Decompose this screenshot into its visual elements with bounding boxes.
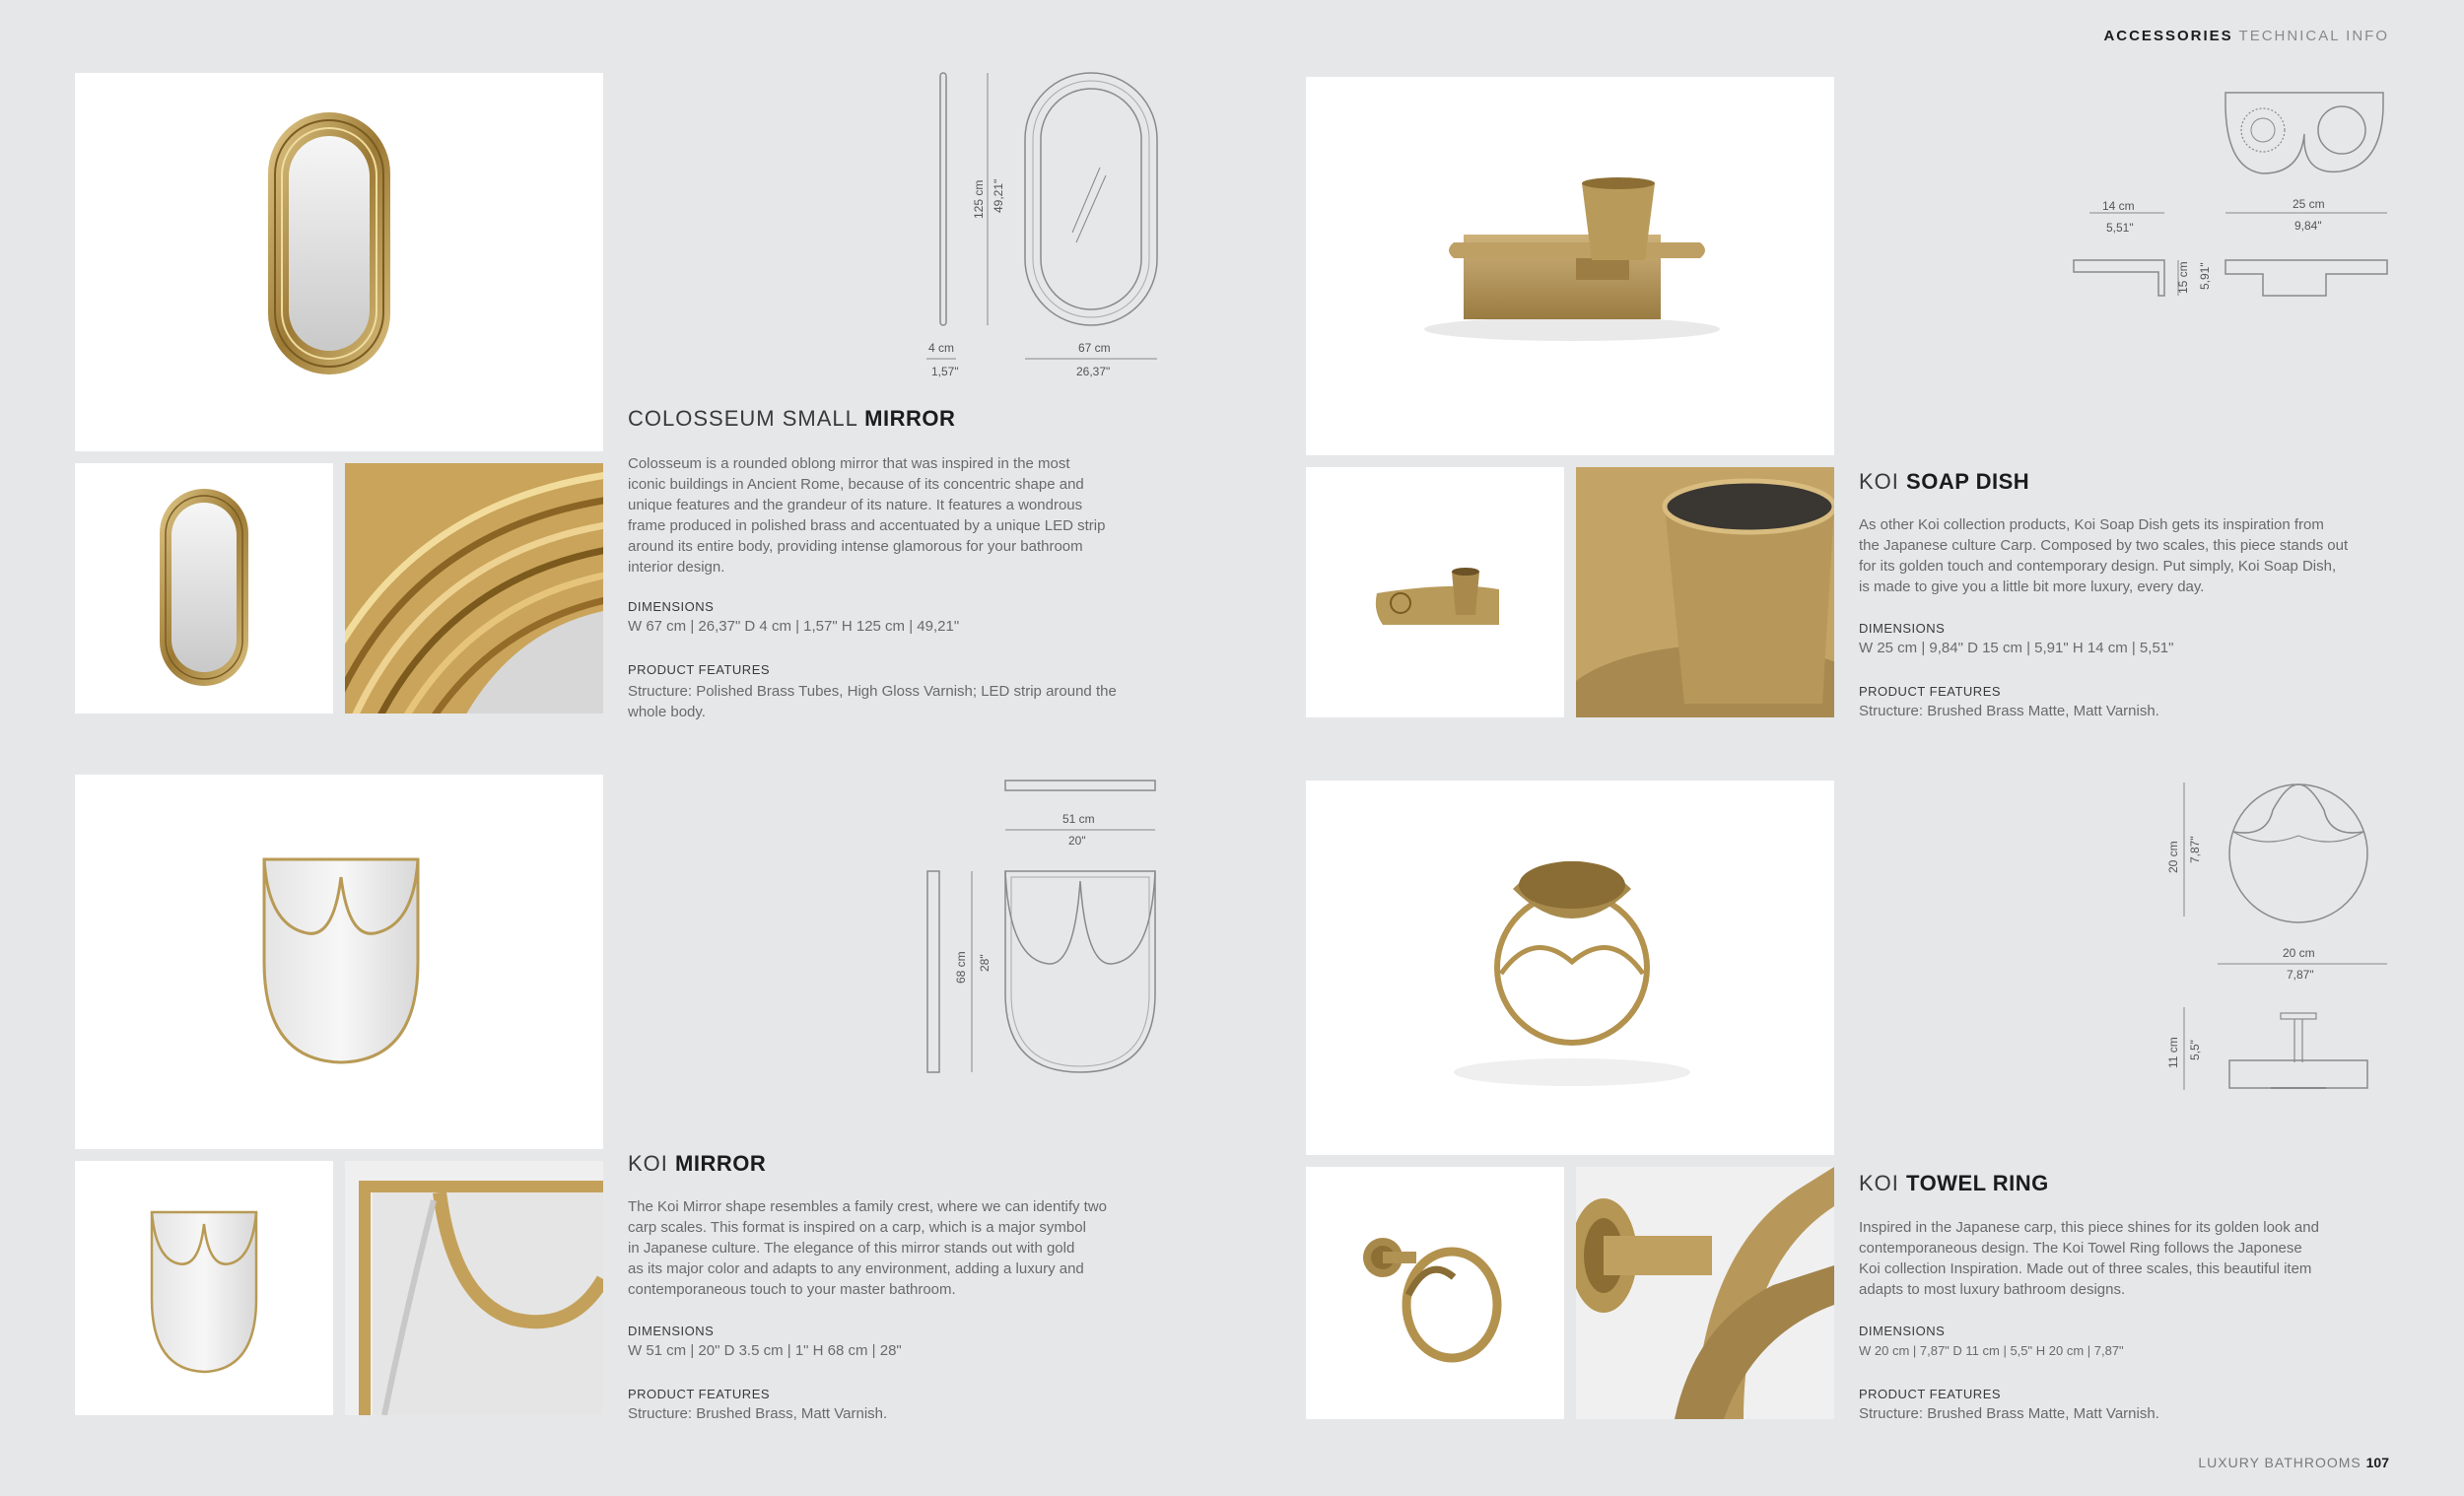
colosseum-height-cm: 125 cm [972,179,986,219]
soap-dish-detail-photo [1576,467,1834,717]
koi-mirror-thumb-photo [75,1161,333,1415]
koi-mirror-width-cm: 51 cm [1062,812,1095,826]
towel-ring-technical-drawing [2168,779,2395,1104]
section-title: ACCESSORIES [2103,28,2233,44]
towel-ring-height-cm: 20 cm [2166,841,2180,873]
towel-ring-thumb-photo [1306,1167,1564,1419]
soap-dish-main-photo [1306,77,1834,455]
koi-mirror-main-photo [75,775,603,1149]
towel-ring-features-label: PRODUCT FEATURES [1859,1387,2002,1401]
soap-dish-height-in: 5,51" [2106,221,2134,235]
koi-mirror-width-in: 20" [1068,834,1086,848]
koi-mirror-features-label: PRODUCT FEATURES [628,1387,771,1401]
page-number: 107 [2365,1455,2389,1470]
soap-dish-technical-drawing [2070,85,2395,311]
colosseum-detail-photo [345,463,603,714]
towel-ring-title: KOI TOWEL RING [1859,1171,2049,1195]
koi-mirror-features: Structure: Brushed Brass, Matt Varnish. [628,1405,888,1422]
colosseum-main-photo [75,73,603,451]
colosseum-depth-in: 1,57" [931,365,959,378]
koi-mirror-height-cm: 68 cm [954,951,968,984]
towel-ring-width-in: 7,87" [2287,968,2314,982]
towel-ring-depth-cm: 11 cm [2166,1037,2180,1068]
soap-dish-description: As other Koi collection products, Koi Soap Dish gets its inspiration from the Japanese culture Carp. Composed by two scales, this piece stands out for its golden touch and contemporary design. Put simply, Koi Soap Dish, is made to give you a little bit more luxury, every day. [1859,516,2349,595]
soap-dish-height-cm: 14 cm [2102,199,2135,213]
towel-ring-dimensions-label: DIMENSIONS [1859,1324,1946,1338]
soap-dish-width-cm: 25 cm [2293,197,2325,211]
colosseum-dimensions: W 67 cm | 26,37" D 4 cm | 1,57" H 125 cm | 49,21" [628,618,960,635]
colosseum-features-label: PRODUCT FEATURES [628,662,771,677]
towel-ring-main-photo [1306,781,1834,1155]
koi-mirror-height-in: 28" [978,954,992,972]
page-footer [2198,1455,2389,1470]
towel-ring-dimensions: W 20 cm | 7,87" D 11 cm | 5,5" H 20 cm | 7,87" [1859,1343,2124,1358]
footer-section: LUXURY BATHROOMS [2198,1455,2361,1470]
page-header [2103,28,2389,44]
soap-dish-dimensions-label: DIMENSIONS [1859,621,1946,636]
colosseum-width-cm: 67 cm [1078,341,1111,355]
koi-mirror-technical-drawing [926,777,1163,1072]
soap-dish-features-label: PRODUCT FEATURES [1859,684,2002,699]
soap-dish-title: KOI SOAP DISH [1859,469,2030,494]
colosseum-description: Colosseum is a rounded oblong mirror that was inspired in the most iconic buildings in Ancient Rome, because of its concentric shape and unique features and the grandeur of its nature. It features a wondrous frame produced in polished brass and accentuated by a unique LED strip around its entire body, providing intense glamorous for your bathroom interior design. [628,455,1106,576]
colosseum-depth-cm: 4 cm [928,341,955,355]
soap-dish-depth-in: 5,91" [2198,262,2212,290]
towel-ring-width-cm: 20 cm [2283,946,2315,960]
colosseum-technical-drawing [926,69,1163,365]
soap-dish-depth-cm: 15 cm [2176,261,2190,294]
colosseum-thumb-photo [75,463,333,714]
colosseum-features: Structure: Polished Brass Tubes, High Gloss Varnish; LED strip around the whole body. [628,683,1117,720]
towel-ring-features: Structure: Brushed Brass Matte, Matt Varnish. [1859,1405,2159,1422]
koi-mirror-detail-photo [345,1161,603,1415]
koi-mirror-dimensions: W 51 cm | 20" D 3.5 cm | 1" H 68 cm | 28" [628,1342,902,1359]
koi-mirror-description: The Koi Mirror shape resembles a family crest, where we can identify two carp scales. This format is inspired on a carp, which is a major symbol in Japanese culture. The elegance of this mirror stands out with gold as its major color and adapts to any environment, adding a luxury and contemporaneous touch to your master bathroom. [628,1198,1108,1298]
colosseum-title: COLOSSEUM SMALL MIRROR [628,406,956,431]
soap-dish-width-in: 9,84" [2294,219,2322,233]
koi-mirror-title: KOI MIRROR [628,1151,767,1176]
colosseum-width-in: 26,37" [1076,365,1111,378]
towel-ring-detail-photo [1576,1167,1834,1419]
koi-mirror-dimensions-label: DIMENSIONS [628,1324,715,1338]
towel-ring-description: Inspired in the Japanese carp, this piece shines for its golden look and contemporaneous design. The Koi Towel Ring follows the Japonese Koi collection Inspiration. Made out of three scales, this beautiful item adapts to most luxury bathroom designs. [1859,1219,2319,1298]
soap-dish-dimensions: W 25 cm | 9,84" D 15 cm | 5,91" H 14 cm | 5,51" [1859,640,2174,656]
towel-ring-height-in: 7,87" [2188,836,2202,863]
towel-ring-depth-in: 5,5" [2188,1040,2202,1060]
colosseum-height-in: 49,21" [992,178,1005,213]
colosseum-dimensions-label: DIMENSIONS [628,599,715,614]
section-subtitle: TECHNICAL INFO [2238,28,2389,44]
soap-dish-thumb-photo [1306,467,1564,717]
soap-dish-features: Structure: Brushed Brass Matte, Matt Varnish. [1859,703,2159,719]
